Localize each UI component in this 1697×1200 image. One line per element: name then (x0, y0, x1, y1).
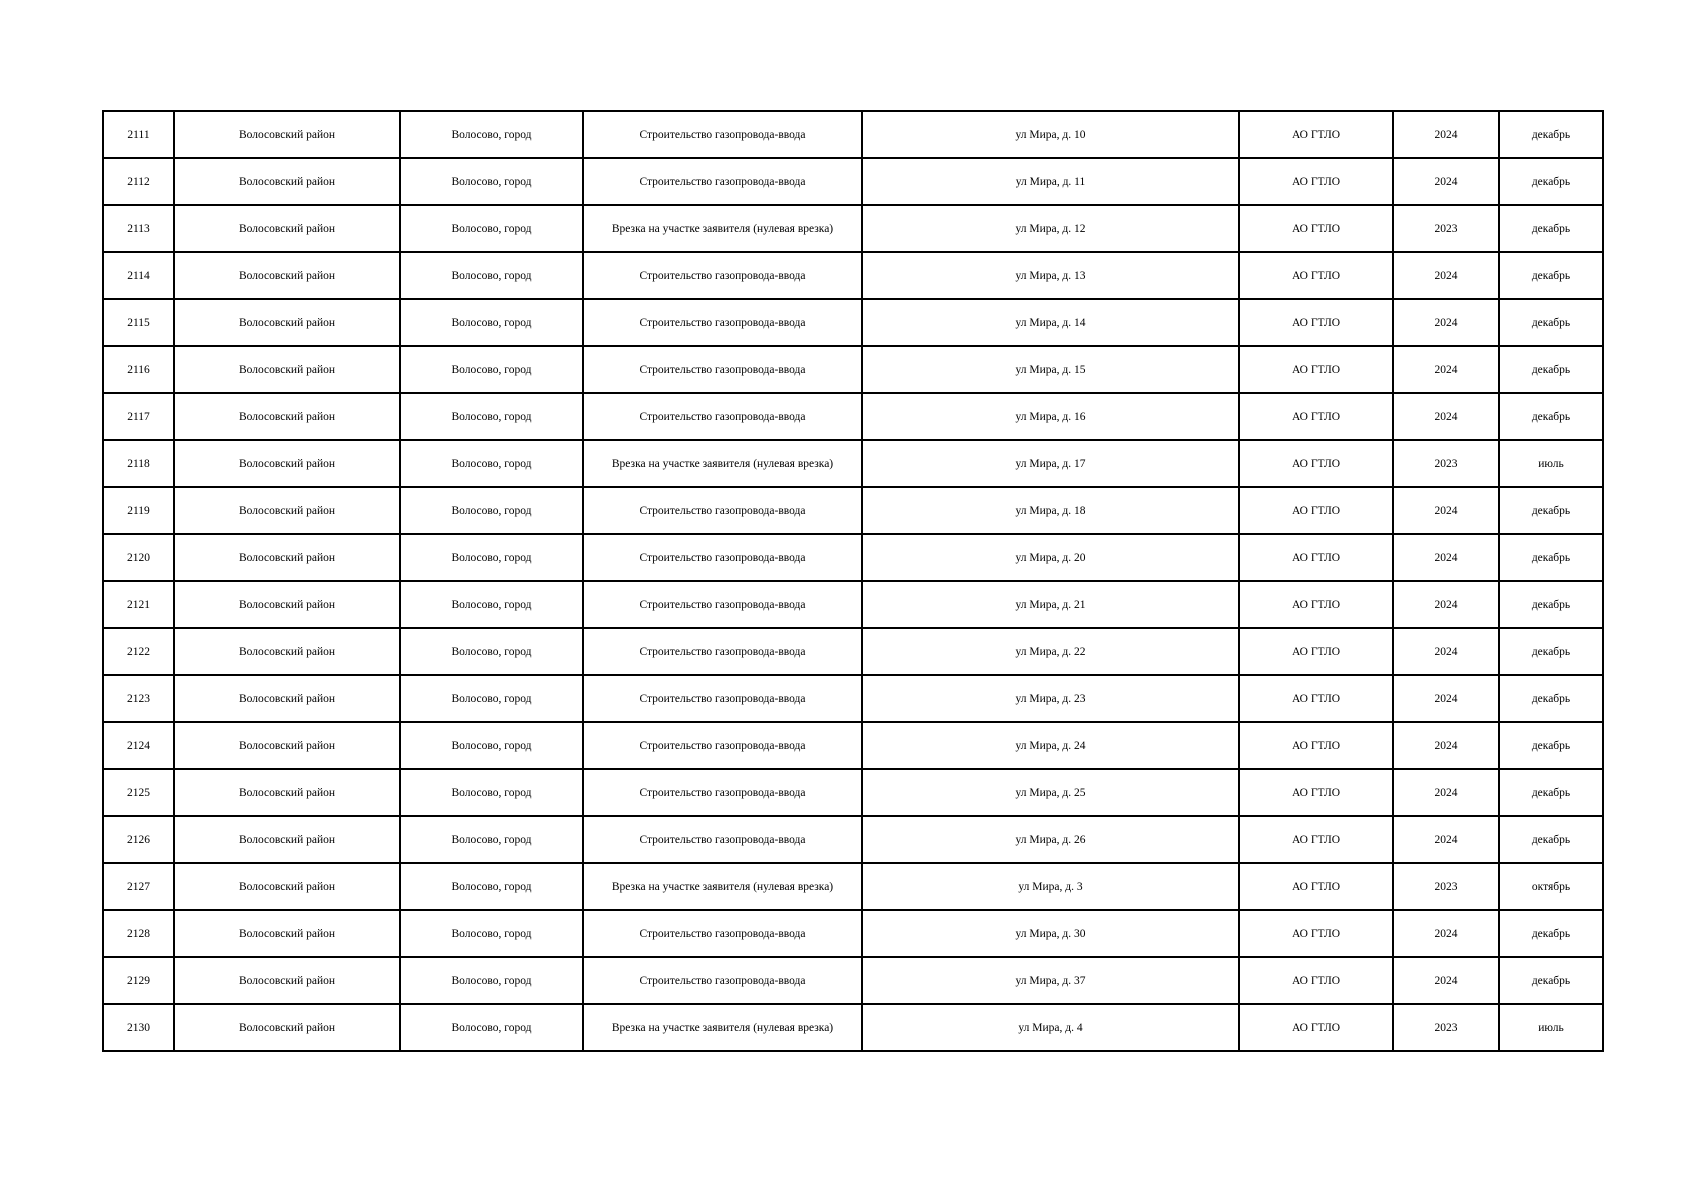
cell-district: Волосовский район (174, 346, 400, 393)
cell-district: Волосовский район (174, 534, 400, 581)
cell-district: Волосовский район (174, 252, 400, 299)
table-row (103, 863, 1603, 910)
cell-organization: АО ГТЛО (1239, 393, 1393, 440)
cell-organization: АО ГТЛО (1239, 252, 1393, 299)
cell-organization: АО ГТЛО (1239, 675, 1393, 722)
cell-year: 2023 (1393, 440, 1499, 487)
cell-year: 2024 (1393, 111, 1499, 158)
table-row (103, 440, 1603, 487)
table-row (103, 534, 1603, 581)
cell-organization: АО ГТЛО (1239, 1004, 1393, 1051)
cell-number: 2128 (103, 910, 174, 957)
cell-district: Волосовский район (174, 393, 400, 440)
cell-number: 2113 (103, 205, 174, 252)
cell-district: Волосовский район (174, 158, 400, 205)
cell-year: 2024 (1393, 628, 1499, 675)
cell-city: Волосово, город (400, 111, 583, 158)
table-row (103, 628, 1603, 675)
cell-address: ул Мира, д. 13 (862, 252, 1239, 299)
table-row (103, 816, 1603, 863)
table-row (103, 158, 1603, 205)
cell-city: Волосово, город (400, 863, 583, 910)
cell-address: ул Мира, д. 20 (862, 534, 1239, 581)
cell-district: Волосовский район (174, 581, 400, 628)
table-row (103, 722, 1603, 769)
table-row (103, 1004, 1603, 1051)
cell-address: ул Мира, д. 11 (862, 158, 1239, 205)
cell-work-type: Строительство газопровода-ввода (583, 534, 862, 581)
cell-number: 2124 (103, 722, 174, 769)
cell-month: декабрь (1499, 487, 1603, 534)
cell-district: Волосовский район (174, 675, 400, 722)
cell-address: ул Мира, д. 17 (862, 440, 1239, 487)
table-row (103, 675, 1603, 722)
cell-number: 2118 (103, 440, 174, 487)
cell-year: 2024 (1393, 722, 1499, 769)
cell-district: Волосовский район (174, 440, 400, 487)
cell-address: ул Мира, д. 3 (862, 863, 1239, 910)
cell-district: Волосовский район (174, 769, 400, 816)
cell-district: Волосовский район (174, 205, 400, 252)
cell-district: Волосовский район (174, 487, 400, 534)
cell-month: декабрь (1499, 299, 1603, 346)
cell-year: 2024 (1393, 675, 1499, 722)
cell-number: 2121 (103, 581, 174, 628)
cell-month: декабрь (1499, 628, 1603, 675)
cell-organization: АО ГТЛО (1239, 487, 1393, 534)
cell-city: Волосово, город (400, 816, 583, 863)
cell-year: 2023 (1393, 1004, 1499, 1051)
cell-city: Волосово, город (400, 346, 583, 393)
table-row (103, 252, 1603, 299)
cell-organization: АО ГТЛО (1239, 722, 1393, 769)
cell-year: 2024 (1393, 346, 1499, 393)
cell-number: 2115 (103, 299, 174, 346)
cell-district: Волосовский район (174, 957, 400, 1004)
cell-number: 2114 (103, 252, 174, 299)
table-row (103, 393, 1603, 440)
cell-organization: АО ГТЛО (1239, 910, 1393, 957)
cell-organization: АО ГТЛО (1239, 346, 1393, 393)
cell-work-type: Строительство газопровода-ввода (583, 722, 862, 769)
cell-year: 2024 (1393, 957, 1499, 1004)
cell-number: 2123 (103, 675, 174, 722)
cell-work-type: Врезка на участке заявителя (нулевая врезка) (583, 205, 862, 252)
cell-work-type: Строительство газопровода-ввода (583, 581, 862, 628)
cell-city: Волосово, город (400, 628, 583, 675)
cell-year: 2024 (1393, 299, 1499, 346)
cell-organization: АО ГТЛО (1239, 816, 1393, 863)
cell-number: 2116 (103, 346, 174, 393)
cell-city: Волосово, город (400, 487, 583, 534)
cell-city: Волосово, город (400, 1004, 583, 1051)
cell-work-type: Строительство газопровода-ввода (583, 158, 862, 205)
table-body (103, 111, 1603, 1051)
table-row (103, 957, 1603, 1004)
cell-year: 2023 (1393, 205, 1499, 252)
cell-address: ул Мира, д. 21 (862, 581, 1239, 628)
cell-number: 2125 (103, 769, 174, 816)
cell-organization: АО ГТЛО (1239, 534, 1393, 581)
cell-address: ул Мира, д. 15 (862, 346, 1239, 393)
cell-work-type: Врезка на участке заявителя (нулевая врезка) (583, 863, 862, 910)
cell-organization: АО ГТЛО (1239, 863, 1393, 910)
table-row (103, 111, 1603, 158)
cell-work-type: Строительство газопровода-ввода (583, 346, 862, 393)
cell-city: Волосово, город (400, 581, 583, 628)
table-row (103, 205, 1603, 252)
cell-district: Волосовский район (174, 863, 400, 910)
cell-month: декабрь (1499, 346, 1603, 393)
cell-district: Волосовский район (174, 816, 400, 863)
cell-city: Волосово, город (400, 534, 583, 581)
cell-month: декабрь (1499, 158, 1603, 205)
cell-city: Волосово, город (400, 722, 583, 769)
cell-address: ул Мира, д. 26 (862, 816, 1239, 863)
cell-address: ул Мира, д. 14 (862, 299, 1239, 346)
cell-number: 2130 (103, 1004, 174, 1051)
cell-month: декабрь (1499, 252, 1603, 299)
cell-month: декабрь (1499, 816, 1603, 863)
cell-city: Волосово, город (400, 675, 583, 722)
cell-work-type: Строительство газопровода-ввода (583, 957, 862, 1004)
cell-work-type: Строительство газопровода-ввода (583, 111, 862, 158)
cell-work-type: Строительство газопровода-ввода (583, 487, 862, 534)
cell-organization: АО ГТЛО (1239, 158, 1393, 205)
cell-year: 2024 (1393, 581, 1499, 628)
table-row (103, 769, 1603, 816)
cell-number: 2119 (103, 487, 174, 534)
cell-month: декабрь (1499, 205, 1603, 252)
cell-number: 2117 (103, 393, 174, 440)
cell-month: декабрь (1499, 581, 1603, 628)
cell-organization: АО ГТЛО (1239, 957, 1393, 1004)
cell-year: 2024 (1393, 816, 1499, 863)
cell-work-type: Строительство газопровода-ввода (583, 299, 862, 346)
cell-month: октябрь (1499, 863, 1603, 910)
cell-city: Волосово, город (400, 299, 583, 346)
cell-address: ул Мира, д. 10 (862, 111, 1239, 158)
cell-number: 2126 (103, 816, 174, 863)
cell-work-type: Строительство газопровода-ввода (583, 910, 862, 957)
cell-address: ул Мира, д. 12 (862, 205, 1239, 252)
cell-month: декабрь (1499, 769, 1603, 816)
cell-address: ул Мира, д. 4 (862, 1004, 1239, 1051)
cell-work-type: Врезка на участке заявителя (нулевая врезка) (583, 1004, 862, 1051)
cell-month: декабрь (1499, 910, 1603, 957)
cell-city: Волосово, город (400, 205, 583, 252)
table-row (103, 299, 1603, 346)
cell-organization: АО ГТЛО (1239, 111, 1393, 158)
table-row (103, 581, 1603, 628)
cell-organization: АО ГТЛО (1239, 440, 1393, 487)
cell-city: Волосово, город (400, 393, 583, 440)
cell-work-type: Строительство газопровода-ввода (583, 769, 862, 816)
cell-organization: АО ГТЛО (1239, 581, 1393, 628)
cell-year: 2024 (1393, 534, 1499, 581)
cell-address: ул Мира, д. 24 (862, 722, 1239, 769)
cell-organization: АО ГТЛО (1239, 628, 1393, 675)
cell-month: декабрь (1499, 111, 1603, 158)
cell-city: Волосово, город (400, 769, 583, 816)
cell-address: ул Мира, д. 18 (862, 487, 1239, 534)
cell-work-type: Строительство газопровода-ввода (583, 393, 862, 440)
cell-number: 2111 (103, 111, 174, 158)
cell-year: 2024 (1393, 393, 1499, 440)
cell-address: ул Мира, д. 25 (862, 769, 1239, 816)
cell-city: Волосово, город (400, 910, 583, 957)
cell-city: Волосово, город (400, 957, 583, 1004)
cell-work-type: Строительство газопровода-ввода (583, 252, 862, 299)
cell-number: 2127 (103, 863, 174, 910)
cell-address: ул Мира, д. 23 (862, 675, 1239, 722)
cell-district: Волосовский район (174, 628, 400, 675)
cell-district: Волосовский район (174, 111, 400, 158)
cell-organization: АО ГТЛО (1239, 769, 1393, 816)
gasification-table (102, 110, 1604, 1052)
table-row (103, 910, 1603, 957)
cell-work-type: Строительство газопровода-ввода (583, 816, 862, 863)
cell-month: декабрь (1499, 393, 1603, 440)
cell-address: ул Мира, д. 16 (862, 393, 1239, 440)
cell-number: 2112 (103, 158, 174, 205)
cell-organization: АО ГТЛО (1239, 205, 1393, 252)
cell-district: Волосовский район (174, 1004, 400, 1051)
cell-organization: АО ГТЛО (1239, 299, 1393, 346)
table-row (103, 487, 1603, 534)
cell-number: 2122 (103, 628, 174, 675)
cell-month: декабрь (1499, 534, 1603, 581)
cell-year: 2023 (1393, 863, 1499, 910)
cell-month: декабрь (1499, 957, 1603, 1004)
table-row (103, 346, 1603, 393)
cell-work-type: Строительство газопровода-ввода (583, 675, 862, 722)
cell-month: декабрь (1499, 722, 1603, 769)
cell-year: 2024 (1393, 158, 1499, 205)
cell-district: Волосовский район (174, 299, 400, 346)
cell-year: 2024 (1393, 910, 1499, 957)
cell-year: 2024 (1393, 487, 1499, 534)
cell-number: 2129 (103, 957, 174, 1004)
cell-month: июль (1499, 440, 1603, 487)
cell-address: ул Мира, д. 37 (862, 957, 1239, 1004)
cell-number: 2120 (103, 534, 174, 581)
cell-city: Волосово, город (400, 158, 583, 205)
cell-month: июль (1499, 1004, 1603, 1051)
cell-district: Волосовский район (174, 722, 400, 769)
cell-city: Волосово, город (400, 252, 583, 299)
cell-district: Волосовский район (174, 910, 400, 957)
cell-address: ул Мира, д. 30 (862, 910, 1239, 957)
cell-year: 2024 (1393, 769, 1499, 816)
cell-month: декабрь (1499, 675, 1603, 722)
cell-work-type: Строительство газопровода-ввода (583, 628, 862, 675)
cell-address: ул Мира, д. 22 (862, 628, 1239, 675)
cell-city: Волосово, город (400, 440, 583, 487)
cell-work-type: Врезка на участке заявителя (нулевая врезка) (583, 440, 862, 487)
cell-year: 2024 (1393, 252, 1499, 299)
